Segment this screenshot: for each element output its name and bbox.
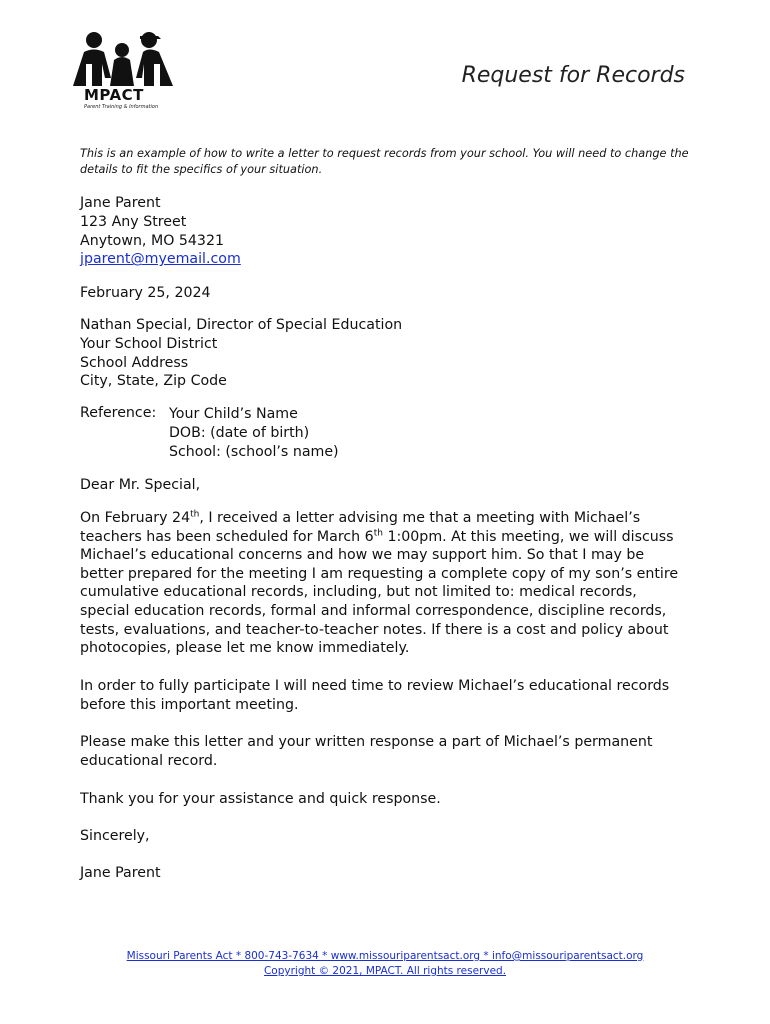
reference-values bbox=[169, 405, 339, 461]
sender-email-link[interactable]: jparent@myemail.com bbox=[80, 251, 241, 268]
letter-date: February 25, 2024 bbox=[80, 285, 211, 301]
sender-street: 123 Any Street bbox=[80, 213, 187, 230]
reference-child-name: Your Child’s Name bbox=[169, 406, 298, 422]
signature: Jane Parent bbox=[80, 865, 161, 881]
salutation: Dear Mr. Special, bbox=[80, 477, 201, 493]
body-paragraph-4: Thank you for your assistance and quick response. bbox=[80, 791, 441, 807]
body-paragraph-1 bbox=[80, 509, 690, 658]
intro-note: This is an example of how to write a letter to request records from your school. You will need to change the details to fit the specifics of your situation. bbox=[80, 147, 689, 176]
body-paragraph-3: Please make this letter and your written response a part of Michael’s permanent educational record. bbox=[80, 734, 653, 769]
reference-dob: DOB: (date of birth) bbox=[169, 424, 310, 441]
p1-part-b: , I received a letter advising me that a meeting with Michael’s teachers has been scheduled for March 6 bbox=[80, 510, 641, 545]
p1-ordinal-1: th bbox=[190, 509, 200, 520]
body-paragraph-2: In order to fully participate I will need time to review Michael’s educational records before this important meeting. bbox=[80, 678, 670, 713]
footer-link[interactable]: Missouri Parents Act * 800-743-7634 * www.missouriparentsact.org * info@missouriparentsact.org Copyright © 2021, MPACT. All rights reserved. bbox=[126, 950, 644, 977]
closing: Sincerely, bbox=[80, 828, 150, 844]
p1-ordinal-2: th bbox=[373, 527, 383, 538]
recipient-name: Nathan Special, Director of Special Education bbox=[80, 317, 403, 333]
p1-part-a: On February 24 bbox=[80, 510, 191, 526]
sender-address bbox=[80, 194, 241, 269]
sender-name: Jane Parent bbox=[80, 195, 161, 211]
p1-part-c: 1:00pm. At this meeting, we will discuss Michael’s educational concerns and how we may support him. So that I may be better prepared for the meeting I am requesting a complete copy of my son’s entire cumulative educational records, including, but not limited to: medical records, special education records, formal and informal correspondence, discipline records, tests, evaluations, and teacher-to-teacher notes. If there is a cost and policy about photocopies, please let me know immediately. bbox=[80, 528, 679, 657]
logo-name: MPACT bbox=[84, 86, 144, 104]
logo-tagline: Parent Training & Information bbox=[84, 104, 159, 110]
recipient-street: School Address bbox=[80, 354, 189, 371]
recipient-city: City, State, Zip Code bbox=[80, 373, 227, 390]
reference-label: Reference: bbox=[80, 405, 157, 421]
recipient-district: Your School District bbox=[80, 335, 218, 352]
page-title: Request for Records bbox=[461, 63, 685, 88]
recipient-address bbox=[80, 316, 402, 391]
sender-city: Anytown, MO 54321 bbox=[80, 232, 225, 249]
reference-school: School: (school’s name) bbox=[169, 443, 339, 460]
